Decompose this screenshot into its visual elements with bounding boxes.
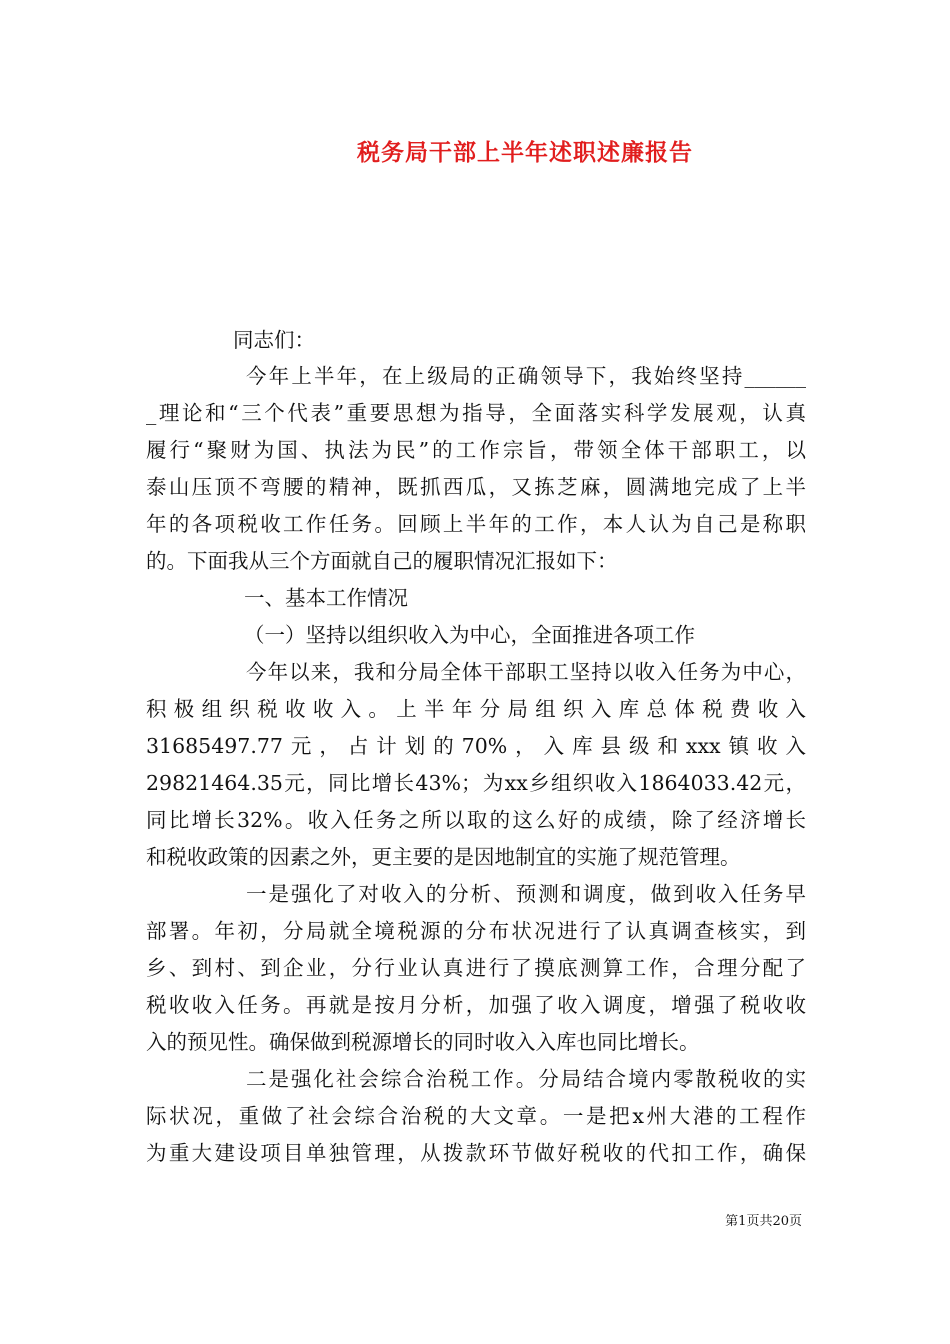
body-line: 入的预见性。确保做到税源增长的同时收入入库也同比增长。 xyxy=(146,1030,700,1054)
body-line: 和税收政策的因素之外，更主要的是因地制宜的实施了规范管理。 xyxy=(146,845,741,869)
salutation: 同志们： xyxy=(233,328,315,352)
body-line: 泰山压顶不弯腰的精神，既抓西瓜，又拣芝麻，圆满地完成了上半 xyxy=(146,475,806,499)
body-line: _理论和“三个代表”重要思想为指导，全面落实科学发展观，认真 xyxy=(146,401,806,425)
body-line: 31685497.77元，占计划的70%，入库县级和xxx镇收入 xyxy=(146,734,806,758)
body-line: 29821464.35元，同比增长43%；为xx乡组织收入1864033.42元， xyxy=(146,771,806,795)
subsection-heading: （一）坚持以组织收入为中心，全面推进各项工作 xyxy=(244,623,695,647)
body-line: 际状况，重做了社会综合治税的大文章。一是把x州大港的工程作 xyxy=(146,1104,806,1128)
body-line: 税收收入任务。再就是按月分析，加强了收入调度，增强了税收收 xyxy=(146,993,806,1017)
body-line: 年的各项税收工作任务。回顾上半年的工作，本人认为自己是称职 xyxy=(146,512,806,536)
body-line: 乡、到村、到企业，分行业认真进行了摸底测算工作，合理分配了 xyxy=(146,956,806,980)
section-heading: 一、基本工作情况 xyxy=(244,586,408,610)
document-title: 税务局干部上半年述职述廉报告 xyxy=(357,139,693,166)
body-line: 履行“聚财为国、执法为民”的工作宗旨，带领全体干部职工，以 xyxy=(146,438,806,462)
body-line: 同比增长32%。收入任务之所以取的这么好的成绩，除了经济增长 xyxy=(146,808,806,832)
page-number: 第1页共20页 xyxy=(725,1214,802,1229)
body-line: 的。下面我从三个方面就自己的履职情况汇报如下： xyxy=(146,549,618,573)
body-line: 为重大建设项目单独管理，从拨款环节做好税收的代扣工作，确保 xyxy=(146,1141,806,1165)
body-line: 今年上半年，在上级局的正确领导下，我始终坚持______ xyxy=(246,364,806,388)
body-line: 积极组织税收收入。上半年分局组织入库总体税费收入 xyxy=(146,697,806,721)
body-line: 二是强化社会综合治税工作。分局结合境内零散税收的实 xyxy=(246,1067,806,1091)
body-line: 一是强化了对收入的分析、预测和调度，做到收入任务早 xyxy=(246,882,806,906)
body-line: 今年以来，我和分局全体干部职工坚持以收入任务为中心， xyxy=(246,660,806,684)
body-line: 部署。年初，分局就全境税源的分布状况进行了认真调查核实，到 xyxy=(146,919,806,943)
